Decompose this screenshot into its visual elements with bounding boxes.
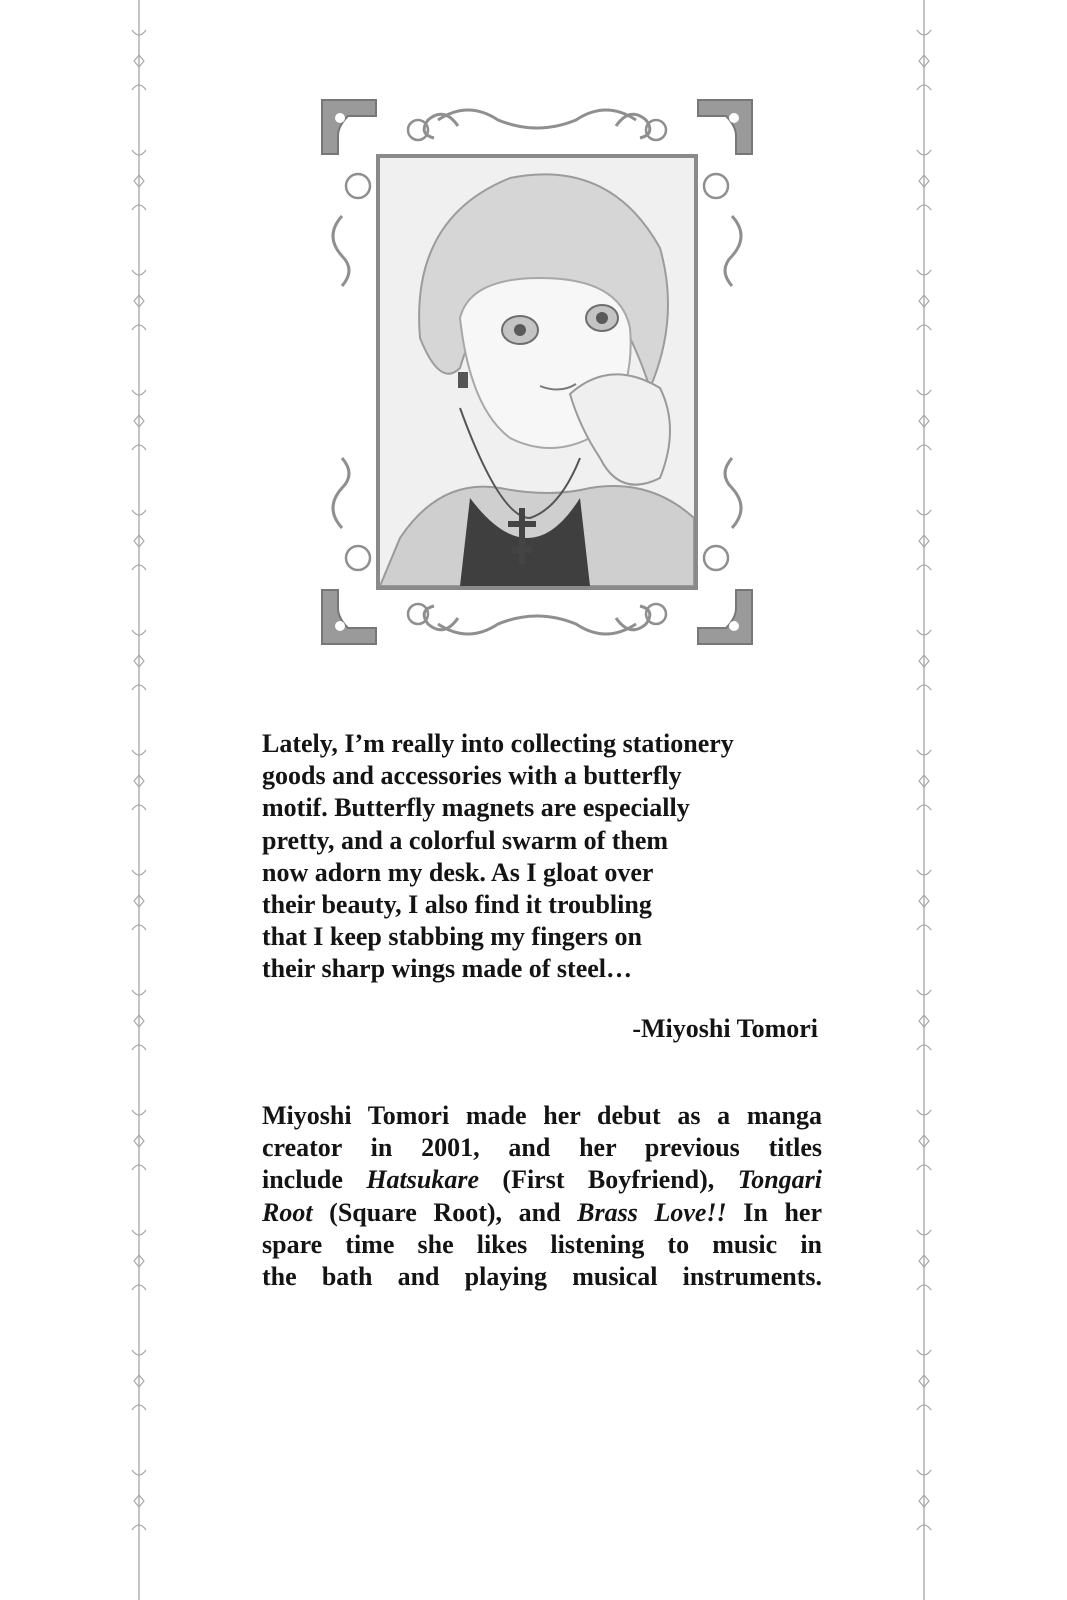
author-signature: -Miyoshi Tomori <box>632 1014 818 1043</box>
bio-text: (First Boyfriend), <box>479 1165 738 1195</box>
character-illustration <box>380 158 694 586</box>
left-ornamental-border <box>128 0 150 1600</box>
quote-line: Lately, I’m really into collecting stationery <box>262 729 734 758</box>
right-ornamental-border <box>913 0 935 1600</box>
quote-line: goods and accessories with a butterfly <box>262 761 682 791</box>
bio-text: (Square Root), and <box>312 1197 578 1227</box>
title-tongari: Tongari <box>737 1165 822 1195</box>
portrait-illustration <box>376 154 698 590</box>
author-bio <box>262 1100 822 1293</box>
bio-text: In her <box>726 1197 822 1227</box>
bio-line: creator in 2001, and her previous titles <box>262 1133 822 1163</box>
bio-line <box>262 1197 822 1229</box>
quote-line: motif. Butterfly magnets are especially <box>262 793 690 823</box>
quote-line: pretty, and a colorful swarm of them <box>262 825 669 855</box>
author-quote <box>262 728 822 986</box>
quote-line: their beauty, I also find it troubling <box>262 890 652 920</box>
title-hatsukare: Hatsukare <box>366 1165 480 1195</box>
quote-line: that I keep stabbing my fingers on <box>262 922 642 952</box>
bio-line: Miyoshi Tomori made her debut as a manga <box>262 1101 822 1130</box>
quote-line: now adorn my desk. As I gloat over <box>262 857 654 887</box>
bio-line: spare time she likes listening to music in <box>262 1229 822 1259</box>
title-root: Root <box>262 1197 313 1227</box>
bio-line: the bath and playing musical instruments. <box>262 1262 822 1292</box>
bio-line <box>262 1164 822 1196</box>
portrait-frame <box>318 96 756 648</box>
quote-line: their sharp wings made of steel… <box>262 954 633 984</box>
bio-text: include <box>262 1165 367 1195</box>
title-brass-love: Brass Love!! <box>577 1197 727 1227</box>
